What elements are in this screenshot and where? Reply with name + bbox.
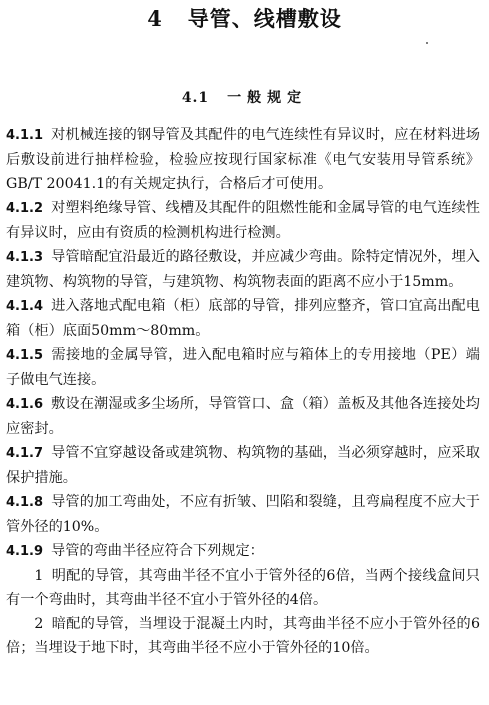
- clause-number: 4.1.7: [6, 446, 44, 461]
- clause-number: 4.1.5: [6, 348, 44, 363]
- clause-number: 4.1.2: [6, 201, 44, 216]
- clause-text: 敷设在潮湿或多尘场所，导管管口、盒（箱）盖板及其他各连接处均应密封。: [6, 396, 480, 437]
- list-item: [6, 564, 480, 612]
- section-number: 4.1: [181, 90, 210, 106]
- clause-text: 导管的弯曲半径应符合下列规定：: [51, 543, 264, 559]
- scan-artifact-dot: [426, 42, 428, 44]
- clause-number: 4.1.4: [6, 299, 44, 314]
- clause-number: 4.1.8: [6, 495, 44, 510]
- clause-number: 4.1.6: [6, 397, 44, 412]
- item-number: 1: [34, 568, 44, 584]
- document-body: [6, 123, 480, 660]
- clause-4-1-2: [6, 196, 480, 245]
- clause-4-1-7: [6, 441, 480, 490]
- item-text: 暗配的导管，当埋设于混凝土内时，其弯曲半径不应小于管外径的6倍；当埋设于地下时，其弯曲半径不应小于管外径的10倍。: [6, 616, 480, 656]
- clause-text: 进入落地式配电箱（柜）底部的导管，排列应整齐，管口宜高出配电箱（柜）底面50mm～80mm。: [6, 298, 480, 339]
- clause-4-1-4: [6, 294, 480, 343]
- chapter-title-text: 导管、线槽敷设: [187, 6, 342, 31]
- clause-4-1-8: [6, 490, 480, 539]
- clause-text: 导管不宜穿越设备或建筑物、构筑物的基础，当必须穿越时，应采取保护措施。: [6, 445, 480, 486]
- item-text: 明配的导管，其弯曲半径不宜小于管外径的6倍，当两个接线盒间只有一个弯曲时，其弯曲半径不宜小于管外径的4倍。: [6, 568, 480, 608]
- clause-number: 4.1.9: [6, 544, 44, 559]
- clause-4-1-3: [6, 245, 480, 294]
- clause-number: 4.1.1: [6, 128, 44, 143]
- clause-text: 导管暗配宜沿最近的路径敷设，并应减少弯曲。除特定情况外，埋入建筑物、构筑物的导管，与建筑物、构筑物表面的距离不应小于15mm。: [6, 249, 480, 290]
- clause-4-1-5: [6, 343, 480, 392]
- clause-4-1-6: [6, 392, 480, 441]
- chapter-title: [0, 6, 489, 32]
- clause-text: 对塑料绝缘导管、线槽及其配件的阻燃性能和金属导管的电气连续性有异议时，应由有资质的检测机构进行检测。: [6, 200, 480, 241]
- section-title: [0, 89, 489, 107]
- clause-4-1-1: [6, 123, 480, 196]
- item-number: 2: [34, 616, 44, 632]
- clause-text: 需接地的金属导管，进入配电箱时应与箱体上的专用接地（PE）端子做电气连接。: [6, 347, 480, 388]
- section-title-text: 一般规定: [227, 90, 308, 106]
- list-item: [6, 612, 480, 660]
- clause-number: 4.1.3: [6, 250, 44, 265]
- clause-text: 对机械连接的钢导管及其配件的电气连续性有异议时，应在材料进场后敷设前进行抽样检验，检验应按现行国家标准《电气安装用导管系统》GB/T 20041.1的有关规定执行，合格后才可使用。: [6, 127, 480, 192]
- clause-text: 导管的加工弯曲处，不应有折皱、凹陷和裂缝，且弯扁程度不应大于管外径的10%。: [6, 494, 480, 535]
- chapter-number: 4: [147, 6, 163, 31]
- clause-4-1-9: [6, 539, 480, 564]
